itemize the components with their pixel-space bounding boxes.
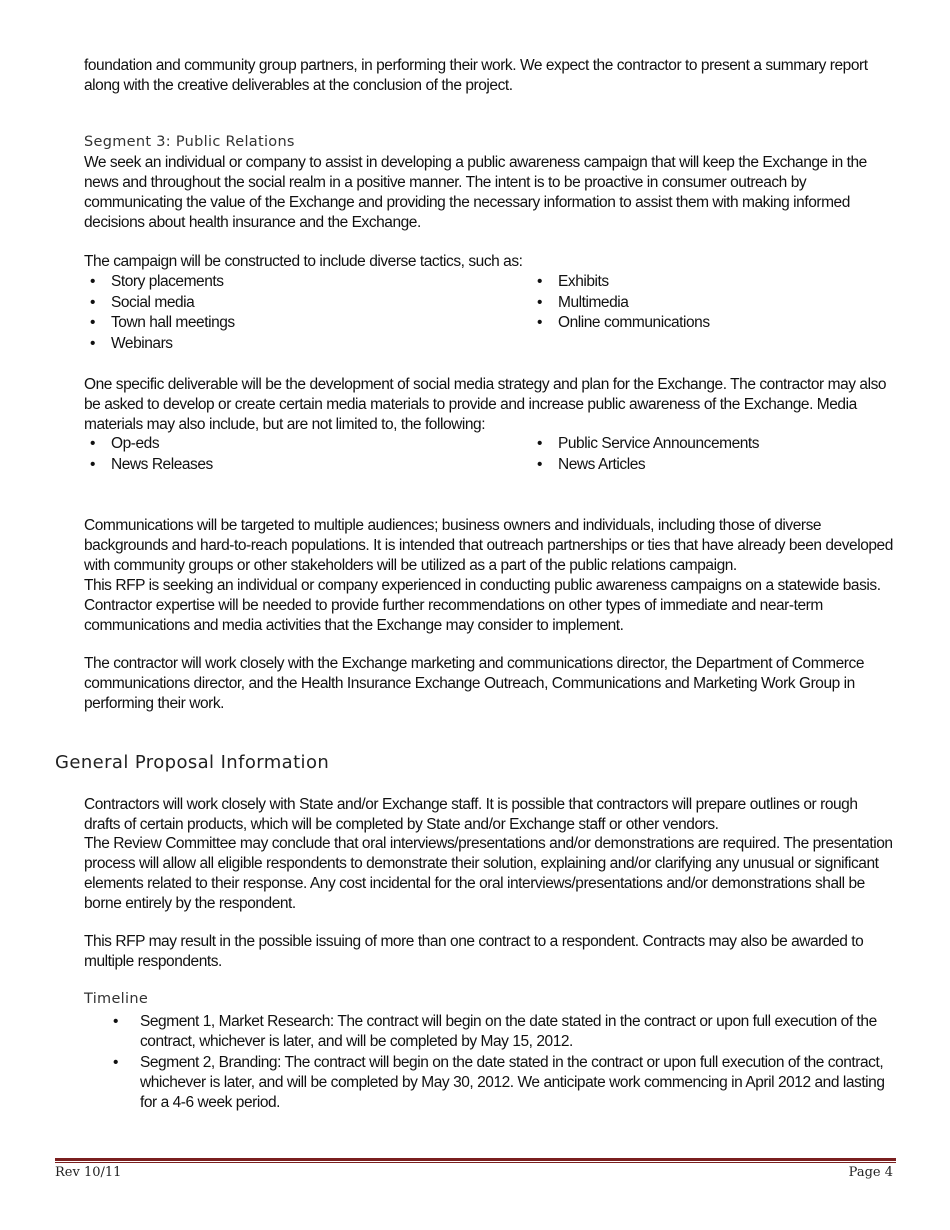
- list-item: • Public Service Announcements: [537, 434, 900, 455]
- list-item: • Social media: [90, 293, 537, 314]
- page-number: Page 4: [848, 1165, 893, 1180]
- list-item: • Online communications: [537, 313, 900, 334]
- segment3-heading: Segment 3: Public Relations: [84, 134, 295, 150]
- list-item: • News Articles: [537, 455, 900, 476]
- segment3-paragraph-2: One specific deliverable will be the development of social media strategy and plan for the Exchange. The contractor may also be asked to develop or create certain media materials to provide and increase public awareness of the Exchange. Media materials may also include, but are not limited to, the following:: [84, 376, 887, 433]
- list-item: • Exhibits: [537, 272, 900, 293]
- general-paragraph-2: This RFP may result in the possible issuing of more than one contract to a respondent. Contracts may also be awarded to multiple respondents.: [84, 933, 864, 970]
- footer-divider-thin: [55, 1162, 896, 1163]
- list-item: • Town hall meetings: [90, 313, 537, 334]
- intro-paragraph: foundation and community group partners, in performing their work. We expect the contractor to present a summary report along with the creative deliverables at the conclusion of the project.: [84, 57, 868, 94]
- timeline-heading: Timeline: [84, 991, 149, 1007]
- revision-label: Rev 10/11: [55, 1165, 122, 1180]
- list-item: • News Releases: [90, 455, 537, 476]
- general-proposal-heading: General Proposal Information: [55, 752, 330, 773]
- list-item: • Story placements: [90, 272, 537, 293]
- segment3-paragraph-1: We seek an individual or company to assist in developing a public awareness campaign that will keep the Exchange in the news and throughout the social realm in a positive manner. The intent is to be proactive in consumer outreach by communicating the value of the Exchange and providing the necessary information to assist them with making informed decisions about health insurance and the Exchange.: [84, 154, 867, 231]
- list-item: • Multimedia: [537, 293, 900, 314]
- timeline-list: [113, 1012, 898, 1114]
- segment3-paragraph-5: The contractor will work closely with the Exchange marketing and communications director, the Department of Commerce communications director, and the Health Insurance Exchange Outreach, Communications and Marketing Work Group in performing their work.: [84, 655, 864, 712]
- tactics-intro: The campaign will be constructed to include diverse tactics, such as:: [84, 253, 523, 270]
- segment3-paragraph-4: This RFP is seeking an individual or company experienced in conducting public awareness campaigns on a statewide basis. Contractor expertise will be needed to provide further recommendations on other types of immediate and near-term communications and media activities that the Exchange may consider to implement.: [84, 577, 881, 634]
- footer-divider: [55, 1158, 896, 1161]
- media-list: [90, 434, 900, 475]
- general-paragraph-1b: The Review Committee may conclude that oral interviews/presentations and/or demonstrations are required. The presentation process will allow all eligible respondents to demonstrate their solution, explaining and/or clarifying any unusual or significant elements related to their response. Any cost incidental for the oral interviews/presentations and/or demonstrations shall be borne entirely by the respondent.: [84, 835, 893, 912]
- list-item: • Webinars: [90, 334, 537, 355]
- list-item: • Segment 1, Market Research: The contract will begin on the date stated in the contract or upon full execution of the contract, whichever is later, and will be completed by May 15, 2012.: [113, 1012, 898, 1052]
- segment3-paragraph-3: Communications will be targeted to multiple audiences; business owners and individuals, including those of diverse backgrounds and hard-to-reach populations. It is intended that outreach partnerships or ties that have already been developed with community groups or other stakeholders will be utilized as a part of the public relations campaign.: [84, 517, 893, 574]
- list-item: • Op-eds: [90, 434, 537, 455]
- list-item: • Segment 2, Branding: The contract will begin on the date stated in the contract or upon full execution of the contract, whichever is later, and will be completed by May 30, 2012. We anticipate work commencing in April 2012 and lasting for a 4-6 week period.: [113, 1053, 898, 1113]
- general-paragraph-1a: Contractors will work closely with State and/or Exchange staff. It is possible that contractors will prepare outlines or rough drafts of certain products, which will be completed by State and/or Exchange staff or other vendors.: [84, 796, 858, 833]
- tactics-list: [90, 272, 900, 355]
